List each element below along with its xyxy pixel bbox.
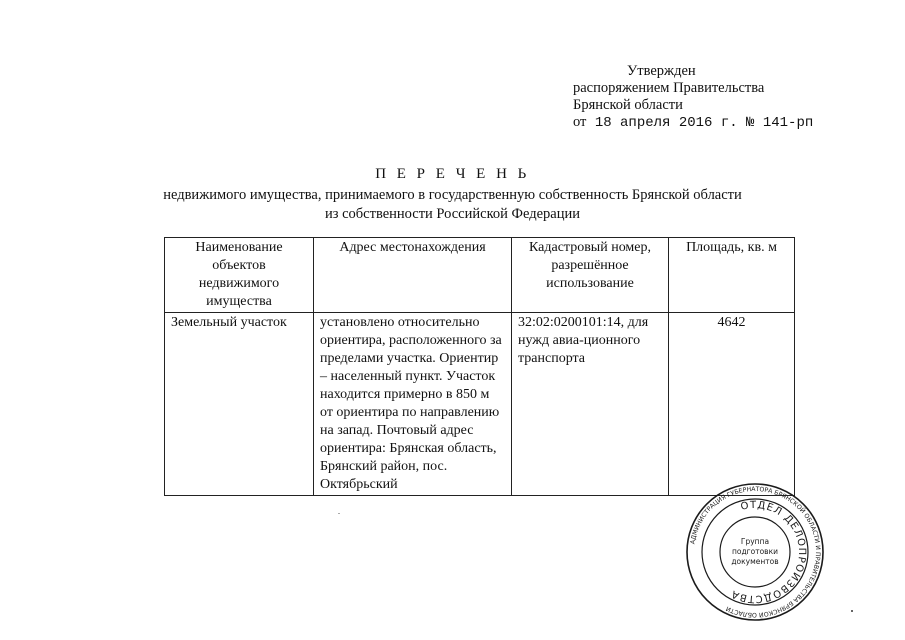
- document-subtitle-line1: недвижимого имущества, принимаемого в государственную собственность Брянской области: [163, 187, 742, 203]
- cell-area: 4642: [669, 313, 795, 496]
- cell-name: Земельный участок: [165, 313, 314, 496]
- approval-date-prefix: от: [573, 114, 587, 130]
- cell-cadastral: 32:02:0200101:14, для нужд авиа-ционного транспорта: [512, 313, 669, 496]
- approval-line-approved: Утвержден: [627, 63, 696, 79]
- stamp-ring-text: ОТДЕЛ ДЕЛОПРОИЗВОДСТВА: [729, 499, 808, 605]
- approval-date-handwritten: 18 апреля 2016 г. № 141-рп: [594, 115, 814, 131]
- approval-date-line: [573, 114, 873, 132]
- scan-speck: [338, 513, 340, 514]
- stamp-outer-text: АДМИНИСТРАЦИЯ ГУБЕРНАТОРА БРЯНСКОЙ ОБЛАСТИ И ПРАВИТЕЛЬСТВА БРЯНСКОЙ ОБЛАСТИ: [689, 485, 822, 619]
- table-row: [165, 313, 795, 496]
- document-subtitle-line2: из собственности Российской Федерации: [325, 206, 580, 222]
- header-cadastral: Кадастровый номер, разрешённое использование: [512, 238, 669, 313]
- header-name: Наименование объектов недвижимого имущества: [165, 238, 314, 313]
- approval-line-order: распоряжением Правительства: [573, 80, 765, 96]
- scan-speck: [851, 610, 853, 612]
- approval-block: [573, 63, 873, 132]
- approval-line-region: Брянской области: [573, 97, 683, 113]
- stamp-center-line3: документов: [731, 557, 779, 566]
- stamp-center-line1: Группа: [740, 537, 770, 546]
- office-stamp: [685, 482, 825, 622]
- table-header-row: [165, 238, 795, 313]
- document-title: П Е Р Е Ч Е Н Ь: [375, 166, 530, 182]
- header-area: Площадь, кв. м: [669, 238, 795, 313]
- cell-address: установлено относительно ориентира, расположенного за пределами участка. Ориентир – населенный пункт. Участок находится примерно в 850 м от ориентира по направлению на запад. Почтовый адрес ориентира: Брянская область, Брянский район, пос. Октябрьский: [314, 313, 512, 496]
- stamp-center-line2: подготовки: [732, 547, 778, 556]
- header-address: Адрес местонахождения: [314, 238, 512, 313]
- property-table: [164, 237, 795, 496]
- stamp-seal-icon: [685, 482, 825, 622]
